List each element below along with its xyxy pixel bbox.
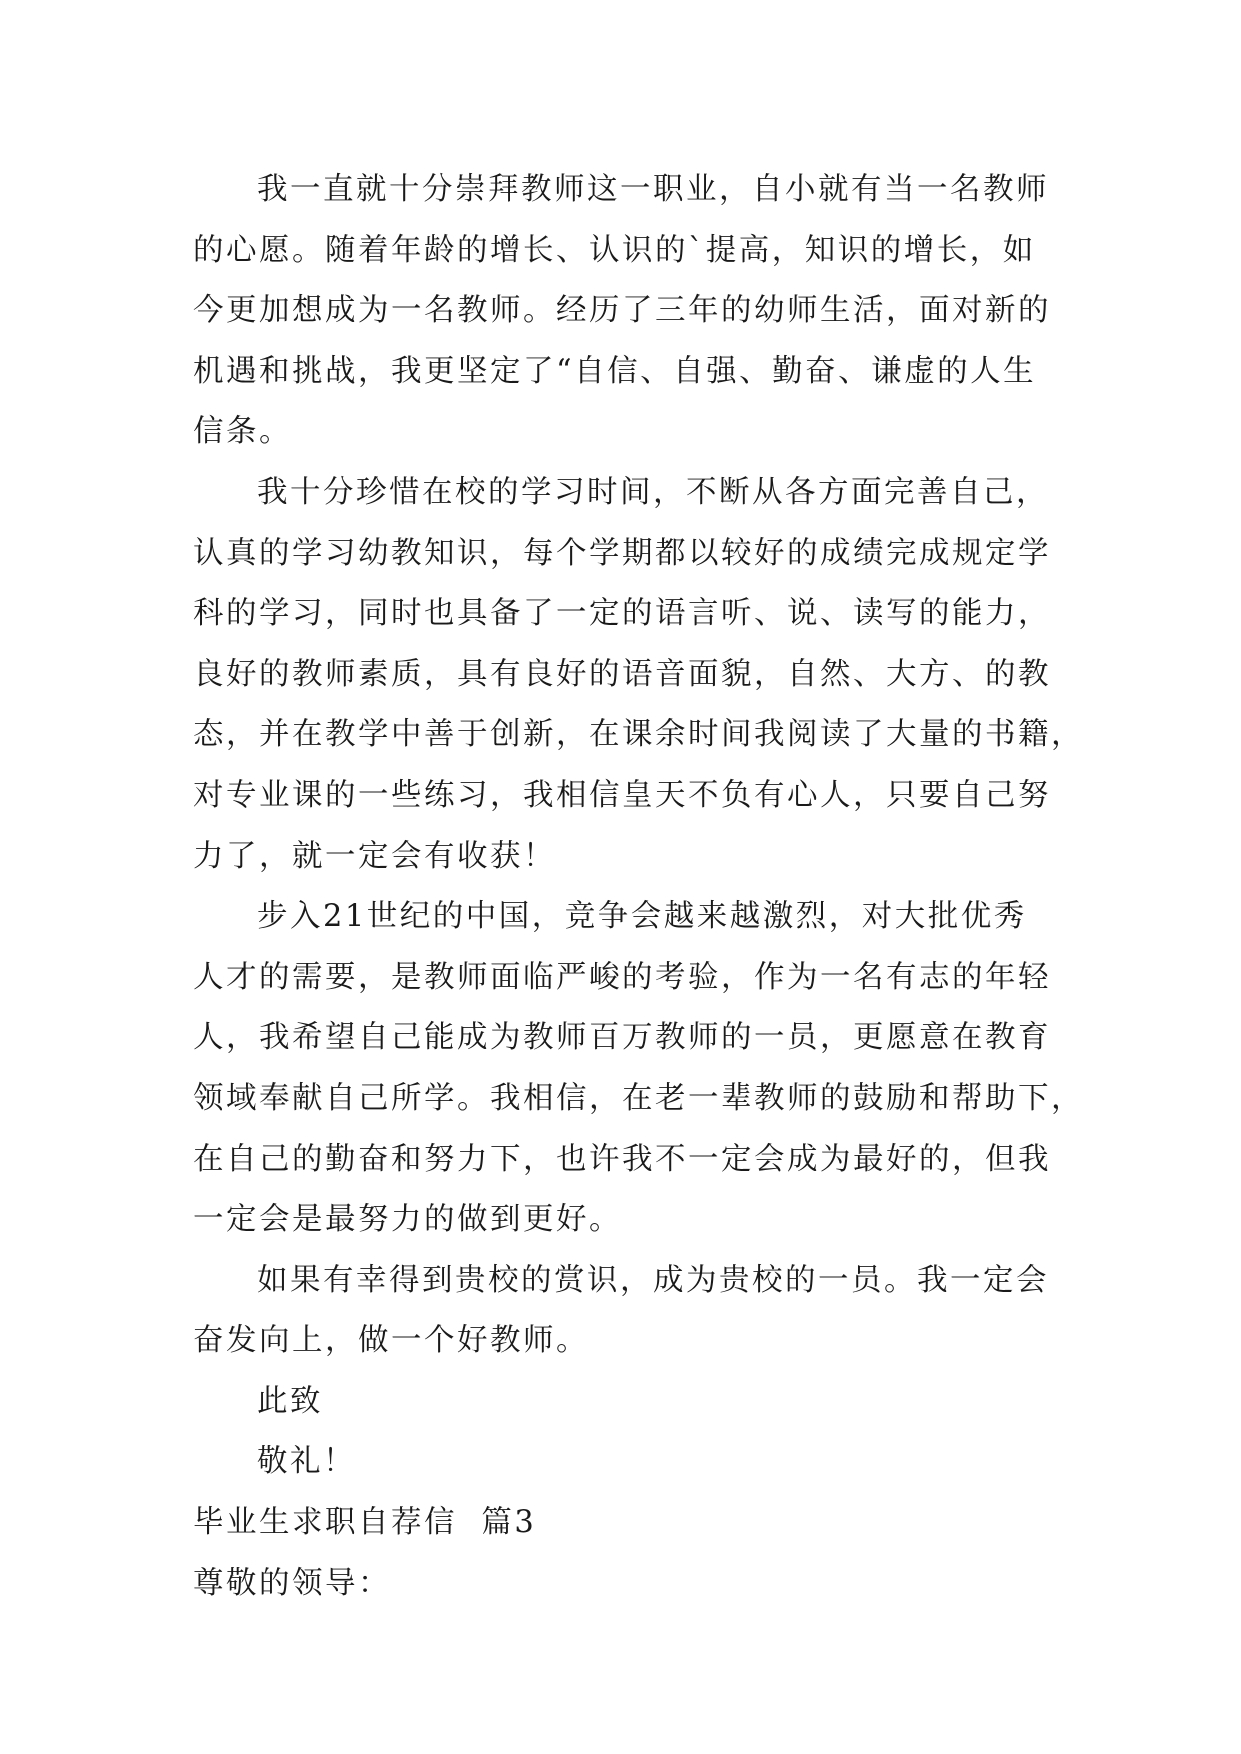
paragraph-3-line-3: 人，我希望自己能成为教师百万教师的一员，更愿意在教育 bbox=[193, 1020, 1051, 1056]
paragraph-2-line-3: 科的学习，同时也具备了一定的语言听、说、读写的能力， bbox=[193, 596, 1051, 632]
paragraph-1-line-4: 机遇和挑战，我更坚定了“自信、自强、勤奋、谦虚的人生 bbox=[193, 353, 1037, 389]
paragraph-4-line-1: 如果有幸得到贵校的赏识，成为贵校的一员。我一定会 bbox=[257, 1262, 1049, 1298]
paragraph-1-line-2: 的心愿。随着年龄的增长、认识的`提高，知识的增长，如 bbox=[193, 232, 1036, 268]
paragraph-1-line-5: 信条。 bbox=[193, 414, 292, 450]
paragraph-3-line-6: 一定会是最努力的做到更好。 bbox=[193, 1202, 622, 1238]
paragraph-2-line-7: 力了，就一定会有收获！ bbox=[193, 838, 556, 874]
paragraph-4-line-2: 奋发向上，做一个好教师。 bbox=[193, 1323, 589, 1359]
paragraph-3-line-4: 领域奉献自己所学。我相信，在老一辈教师的鼓励和帮助下， bbox=[193, 1080, 1084, 1116]
paragraph-1-line-1: 我一直就十分崇拜教师这一职业，自小就有当一名教师 bbox=[257, 172, 1049, 207]
closing-respect: 敬礼！ bbox=[257, 1444, 356, 1480]
paragraph-2-line-5: 态，并在教学中善于创新，在课余时间我阅读了大量的书籍， bbox=[193, 717, 1084, 753]
paragraph-2-line-6: 对专业课的一些练习，我相信皇天不负有心人，只要自己努 bbox=[193, 777, 1051, 813]
letter-body bbox=[193, 160, 1084, 1614]
paragraph-2-line-4: 良好的教师素质，具有良好的语音面貌，自然、大方、的教 bbox=[193, 656, 1051, 692]
section-heading: 毕业生求职自荐信 篇3 bbox=[193, 1505, 537, 1541]
paragraph-2-line-2: 认真的学习幼教知识，每个学期都以较好的成绩完成规定学 bbox=[193, 535, 1051, 571]
paragraph-3-line-5: 在自己的勤奋和努力下，也许我不一定会成为最好的，但我 bbox=[193, 1141, 1051, 1177]
paragraph-3-line-1: 步入21世纪的中国，竞争会越来越激烈，对大批优秀 bbox=[257, 899, 1027, 935]
greeting-line: 尊敬的领导： bbox=[193, 1565, 391, 1601]
paragraph-1-line-3: 今更加想成为一名教师。经历了三年的幼师生活，面对新的 bbox=[193, 293, 1051, 329]
closing-salutation: 此致 bbox=[257, 1383, 323, 1419]
paragraph-3-line-2: 人才的需要，是教师面临严峻的考验，作为一名有志的年轻 bbox=[193, 959, 1051, 995]
paragraph-2-line-1: 我十分珍惜在校的学习时间，不断从各方面完善自己， bbox=[257, 474, 1049, 510]
